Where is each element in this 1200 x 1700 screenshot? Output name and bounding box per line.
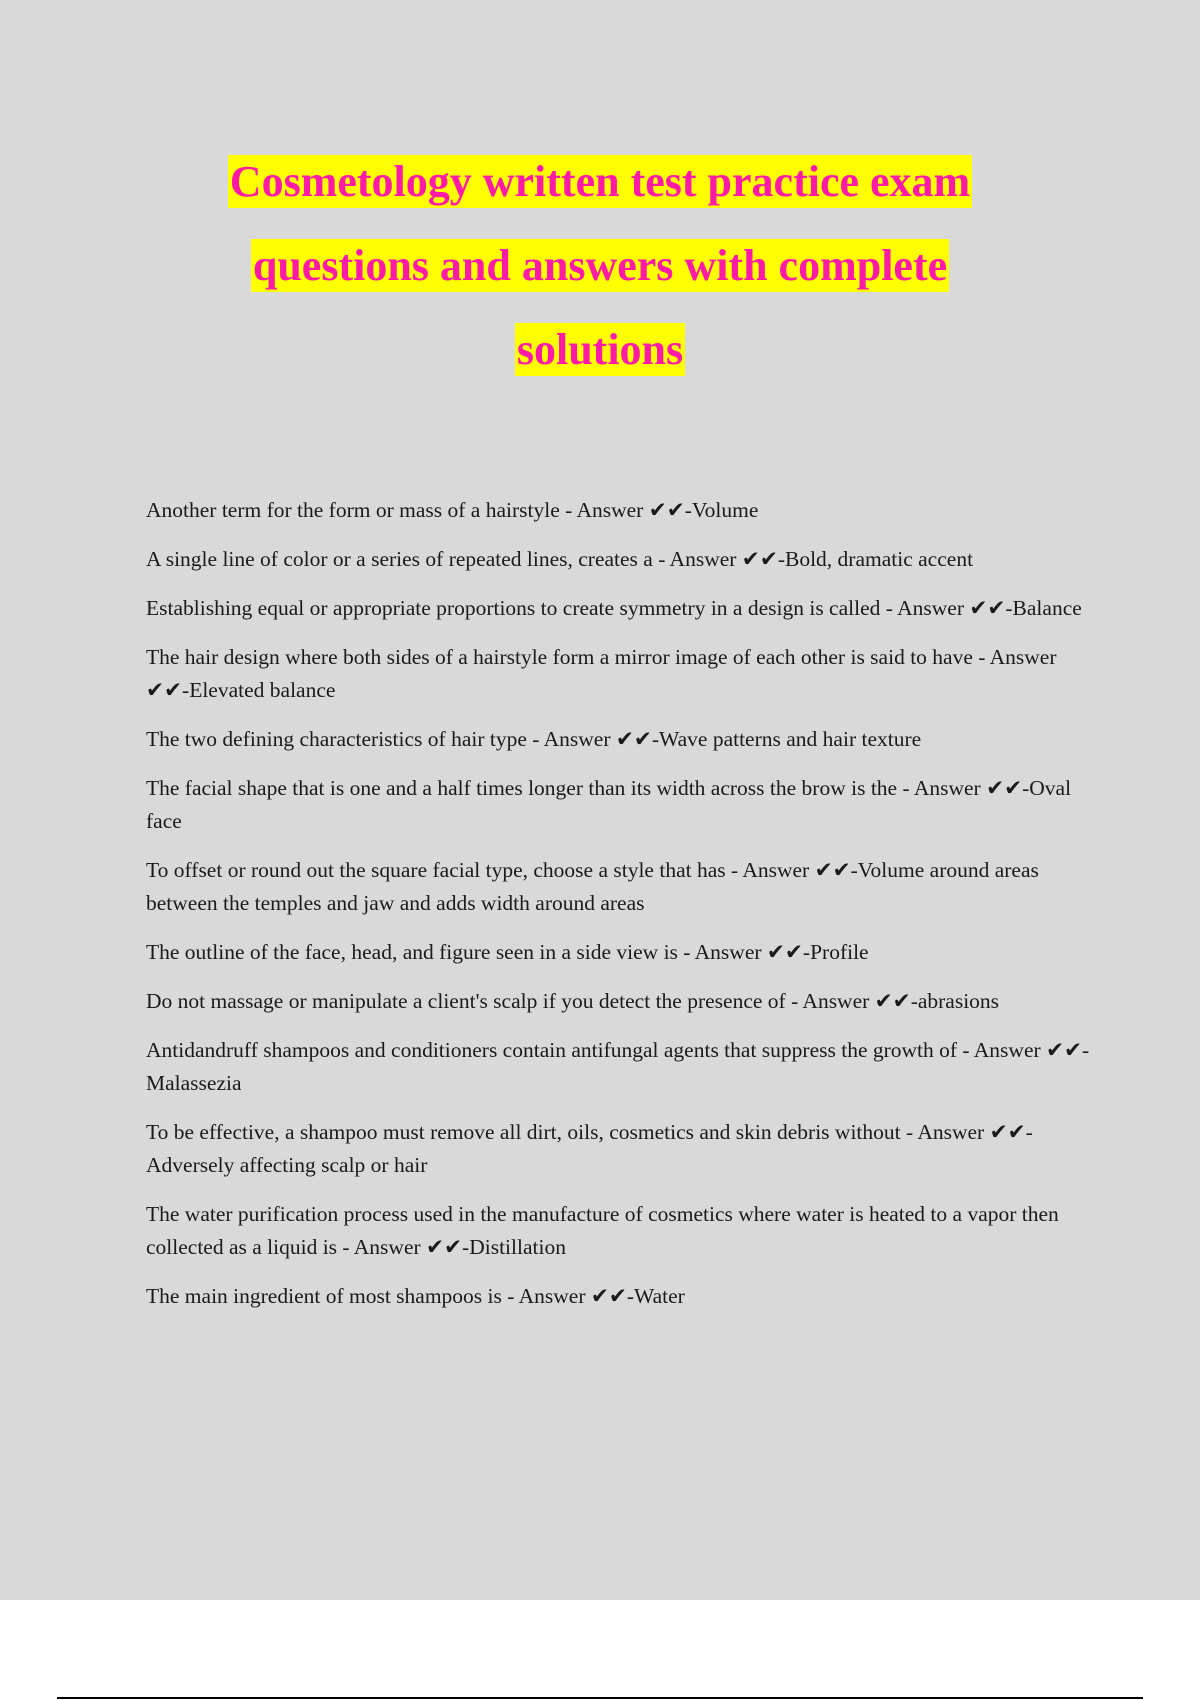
title-line (0, 224, 1200, 308)
footer-divider (57, 1697, 1143, 1699)
qa-item: Do not massage or manipulate a client's scalp if you detect the presence of - Answer ✔✔-abrasions (146, 989, 1000, 1013)
title-line (0, 140, 1200, 224)
qa-item: Another term for the form or mass of a hairstyle - Answer ✔✔-Volume (146, 498, 759, 522)
qa-item: The outline of the face, head, and figure seen in a side view is - Answer ✔✔-Profile (146, 940, 869, 964)
qa-item: Antidandruff shampoos and conditioners contain antifungal agents that suppress the growth of - Answer ✔✔-Malassezia (146, 1038, 1090, 1095)
qa-item: The two defining characteristics of hair type - Answer ✔✔-Wave patterns and hair texture (146, 727, 922, 751)
title-line (0, 308, 1200, 392)
qa-item: The hair design where both sides of a hairstyle form a mirror image of each other is said to have - Answer ✔✔-Elevated balance (146, 645, 1057, 702)
document-title (0, 140, 1200, 392)
qa-item: To offset or round out the square facial type, choose a style that has - Answer ✔✔-Volume around areas between the temples and jaw and adds width around areas (146, 858, 1039, 915)
question-answer-list (146, 494, 1091, 1329)
qa-item: The water purification process used in the manufacture of cosmetics where water is heated to a vapor then collected as a liquid is - Answer ✔✔-Distillation (146, 1202, 1059, 1259)
title-line-text: Cosmetology written test practice exam (229, 157, 971, 206)
qa-item: Establishing equal or appropriate proportions to create symmetry in a design is called - Answer ✔✔-Balance (146, 596, 1082, 620)
title-line-text: questions and answers with complete (252, 241, 948, 290)
qa-item: The main ingredient of most shampoos is - Answer ✔✔-Water (146, 1284, 685, 1308)
title-line-text: solutions (516, 325, 684, 374)
qa-item: To be effective, a shampoo must remove all dirt, oils, cosmetics and skin debris without - Answer ✔✔-Adversely affecting scalp or hair (146, 1120, 1033, 1177)
qa-item: A single line of color or a series of repeated lines, creates a - Answer ✔✔-Bold, dramatic accent (146, 547, 974, 571)
qa-item: The facial shape that is one and a half times longer than its width across the brow is the - Answer ✔✔-Oval face (146, 776, 1072, 833)
